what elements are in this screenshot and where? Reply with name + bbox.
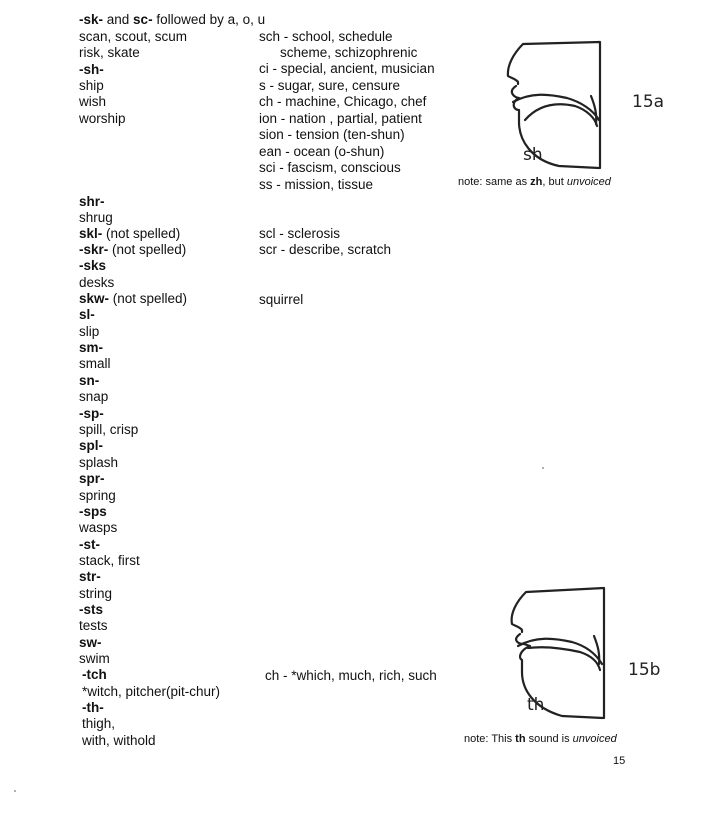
left-item [79,94,106,110]
left-item [82,733,156,749]
left-item-text: snap [79,389,109,404]
left-item [79,275,114,291]
right-item: sci - fascism, conscious [259,160,401,175]
right-item: scr - describe, scratch [259,242,392,257]
left-item-text: shrug [79,210,113,225]
diagram-label-th: th [527,695,545,715]
left-item-text: desks [79,275,115,290]
mouth-diagram-th [500,586,618,724]
right-item: ean - ocean (o-shun) [259,144,385,159]
left-item [79,586,112,602]
right-item: s - sugar, sure, censure [259,78,401,93]
page-number: 15 [613,755,626,767]
left-item-text: shr- [79,194,105,209]
left-item-text: sn- [79,373,100,388]
left-item [79,651,110,667]
left-item-text: string [79,586,113,601]
left-item [79,242,186,258]
left-item [79,389,108,405]
left-item-text: tests [79,618,108,633]
left-item [79,29,187,45]
left-item-text: splash [79,455,119,470]
left-item [79,504,107,520]
left-item [79,324,99,340]
right-item: ion - nation , partial, patient [259,111,422,126]
left-item [79,226,180,242]
left-item [79,406,104,422]
left-item-text: stack, first [79,553,140,568]
left-item-text: -sks [79,258,107,273]
left-item-text: risk, skate [79,45,140,60]
left-item [79,45,140,61]
left-item [82,716,115,732]
header-and: and [103,12,134,27]
left-item [79,258,106,274]
left-item [79,194,105,210]
left-item-suffix: (not spelled) [109,291,188,306]
left-item [79,356,111,372]
right-item: sch - school, schedule [259,29,393,44]
diagram-label-sh: sh [523,145,543,165]
left-item [79,291,187,307]
left-item [79,78,104,94]
left-item [79,111,126,127]
page-speck [542,467,544,469]
left-item-text: -st- [79,537,100,552]
left-item-text: swim [79,651,110,666]
right-item: ch - machine, Chicago, chef [259,94,427,109]
diagram-note-th: note: This th sound is unvoiced [464,733,617,745]
left-item [79,422,138,438]
left-item [79,471,105,487]
section-header [79,12,265,28]
left-item-text: spring [79,488,116,503]
left-item [79,618,108,634]
right-item: ss - mission, tissue [259,177,374,192]
right-item: scheme, schizophrenic [280,45,418,60]
right-item: ci - special, ancient, musician [259,61,435,76]
left-item-text: skl- [79,226,103,241]
left-item [79,488,116,504]
left-item [79,520,117,536]
left-item-text: spill, crisp [79,422,139,437]
left-item-text: with, withold [82,733,156,748]
left-item-text: -sh- [79,62,104,77]
diagram-note-sh: note: same as zh, but unvoiced [458,176,611,188]
left-item-text: -th- [82,700,104,715]
left-item [79,307,95,323]
left-item-text: wasps [79,520,118,535]
header-bold-sk: -sk- [79,12,104,27]
left-item [79,62,104,78]
left-item [79,210,113,226]
left-item [82,684,220,700]
left-item [79,438,103,454]
left-item [79,553,140,569]
left-item [79,537,100,553]
left-item [79,635,102,651]
left-item-text: sw- [79,635,102,650]
right-item: ch - *which, much, rich, such [265,668,437,683]
left-item-text: str- [79,569,101,584]
left-item-text: ship [79,78,104,93]
left-item [79,340,103,356]
left-item-text: scan, scout, scum [79,29,188,44]
figure-number-15a: 15a [632,92,665,112]
left-item-text: spr- [79,471,105,486]
left-item-text: skw- [79,291,110,306]
left-item-text: slip [79,324,100,339]
left-item-text: worship [79,111,126,126]
left-item-text: -sts [79,602,104,617]
left-item [82,700,104,716]
left-item-text: sm- [79,340,104,355]
right-item: squirrel [259,292,304,307]
left-item-text: sl- [79,307,95,322]
left-item [79,602,103,618]
left-item-suffix: (not spelled) [102,226,181,241]
left-item [79,569,101,585]
left-item-text: small [79,356,111,371]
header-bold-sc: sc- [133,12,153,27]
page-speck [14,790,16,792]
left-item-text: -sps [79,504,107,519]
left-item-text: -tch [82,667,107,682]
left-item [79,455,118,471]
left-item-text: wish [79,94,107,109]
left-item-text: -skr- [79,242,109,257]
left-item-suffix: (not spelled) [108,242,187,257]
left-item [79,373,99,389]
right-item: sion - tension (ten-shun) [259,127,405,142]
left-item-text: spl- [79,438,104,453]
right-item: scl - sclerosis [259,226,341,241]
left-item [82,667,107,683]
left-item-text: *witch, pitcher(pit-chur) [82,684,221,699]
figure-number-15b: 15b [628,660,661,680]
left-item-text: -sp- [79,406,104,421]
mouth-diagram-sh [495,40,615,180]
left-item-text: thigh, [82,716,116,731]
header-rest: followed by a, o, u [152,12,266,27]
